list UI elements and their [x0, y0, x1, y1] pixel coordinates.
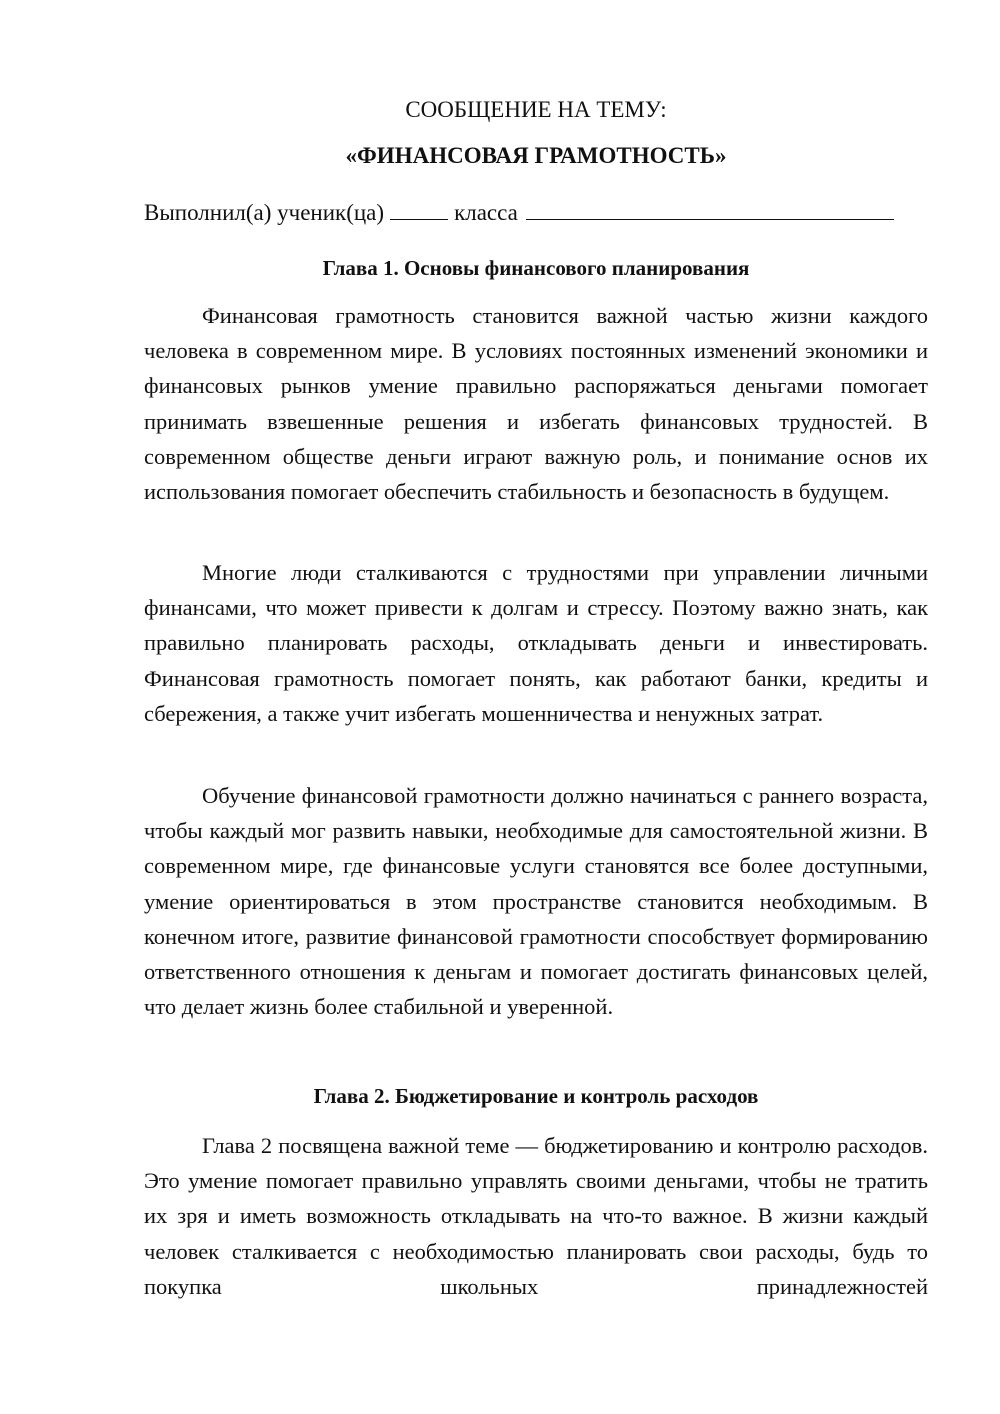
class-blank-field[interactable] — [526, 197, 894, 220]
chapter-2-heading: Глава 2. Бюджетирование и контроль расходов — [313, 1084, 759, 1108]
chapter-1-heading: Глава 1. Основы финансового планирования — [322, 256, 750, 280]
chapter-1-paragraph-2: Многие люди сталкиваются с трудностями при управлении личными финансами, что может привести к долгам и стрессу. Поэтому важно знать, как правильно планировать расходы, откладывать деньги и инвестировать. Финансовая грамотность помогает понять, как работают банки, кредиты и сбережения, а также учит избегать мошенничества и ненужных затрат. — [144, 560, 928, 726]
author-prefix: Выполнил(а) ученик(ца) — [144, 200, 385, 225]
author-line — [144, 197, 928, 228]
chapter-2-paragraph-1: Глава 2 посвящена важной теме — бюджетированию и контролю расходов. Это умение помогает правильно управлять своими деньгами, чтобы не тратить их зря и иметь возможность откладывать на что-то важное. В жизни каждый человек сталкивается с необходимостью планировать свои расходы, будь то покупка школьных принадлежностей — [144, 1133, 928, 1299]
class-word: класса — [454, 200, 518, 225]
chapter-1-paragraph-3: Обучение финансовой грамотности должно начинаться с раннего возраста, чтобы каждый мог развить навыки, необходимые для самостоятельной жизни. В современном мире, где финансовые услуги становятся все более доступными, умение ориентироваться в этом пространстве становится необходимым. В конечном итоге, развитие финансовой грамотности способствует формированию ответственного отношения к деньгам и помогает достигать финансовых целей, что делает жизнь более стабильной и уверенной. — [144, 783, 928, 1020]
document-title: «ФИНАНСОВАЯ ГРАМОТНОСТЬ» — [345, 143, 727, 168]
chapter-1-paragraph-1: Финансовая грамотность становится важной частью жизни каждого человека в современном мире. В условиях постоянных изменений экономики и финансовых рынков умение правильно распоряжаться деньгами помогает принимать взвешенные решения и избегать финансовых трудностей. В современном обществе деньги играют важную роль, и понимание основ их использования помогает обеспечить стабильность и безопасность в будущем. — [144, 303, 928, 505]
title-line-1: СООБЩЕНИЕ НА ТЕМУ: — [405, 97, 667, 122]
grade-blank-field[interactable] — [390, 197, 448, 220]
